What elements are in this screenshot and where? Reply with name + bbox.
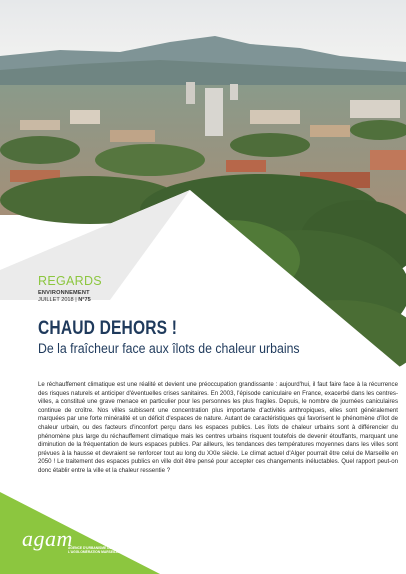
intro-paragraph: Le réchauffement climatique est une réalité et devient une préoccupation grandissante : aujourd'hui, il faut faire face à la récurrence des risques naturels et anticiper d'éventuelles crises sanitaires. En 2003, l'épisode caniculaire en France, exacerbé dans les centres-villes, a constitué une grave menace en particulier pour les personnes les plus fragiles. Depuis, le nombre de journées caniculaires continue de croître. Nos villes subissent une concentration plus importante d'activités anthropiques, elles sont généralement marquées par une forte minéralité et un déficit d'espaces de nature. Autant de caractéristiques qui favorisent le phénomène d'îlot de chaleur urbain, ou des facteurs d'inconfort perçu dans les espaces publics. Les îlots de chaleur urbains sont à différencier du phénomène plus large du réchauffement climatique mais les centres urbains risquent toutefois de devenir étouffants, marquant une diminution de la fréquentation de leurs espaces publics. Par ailleurs, les tendances des températures moyennes dans les villes sont prévues à la hausse et devraient se renforcer tout au long du XXIe siècle. Le climat actuel d'Alger pourrait être celui de Marseille en 2050 ! Le traitement des espaces publics en ville doit être pensé pour accepter ces changements inéluctables. Quel rapport peut-on donc établir entre la ville et la chaleur ressentie ? [38, 381, 398, 474]
agam-logo: agam [22, 526, 73, 551]
cover-title: CHAUD DEHORS ! [38, 318, 178, 339]
section-label: ENVIRONNEMENT [38, 290, 90, 296]
series-name: REGARDS [38, 274, 102, 288]
issue-info [38, 297, 91, 303]
agam-tagline: AGENCE D'URBANISME DE L'AGGLOMÉRATION MARSEILLAISE [68, 546, 126, 554]
issue-date: JUILLET 2018 [38, 297, 74, 303]
issue-separator: | [75, 297, 79, 303]
cover-subtitle: De la fraîcheur face aux îlots de chaleur urbains [38, 341, 300, 356]
issue-number: N°75 [78, 297, 91, 303]
